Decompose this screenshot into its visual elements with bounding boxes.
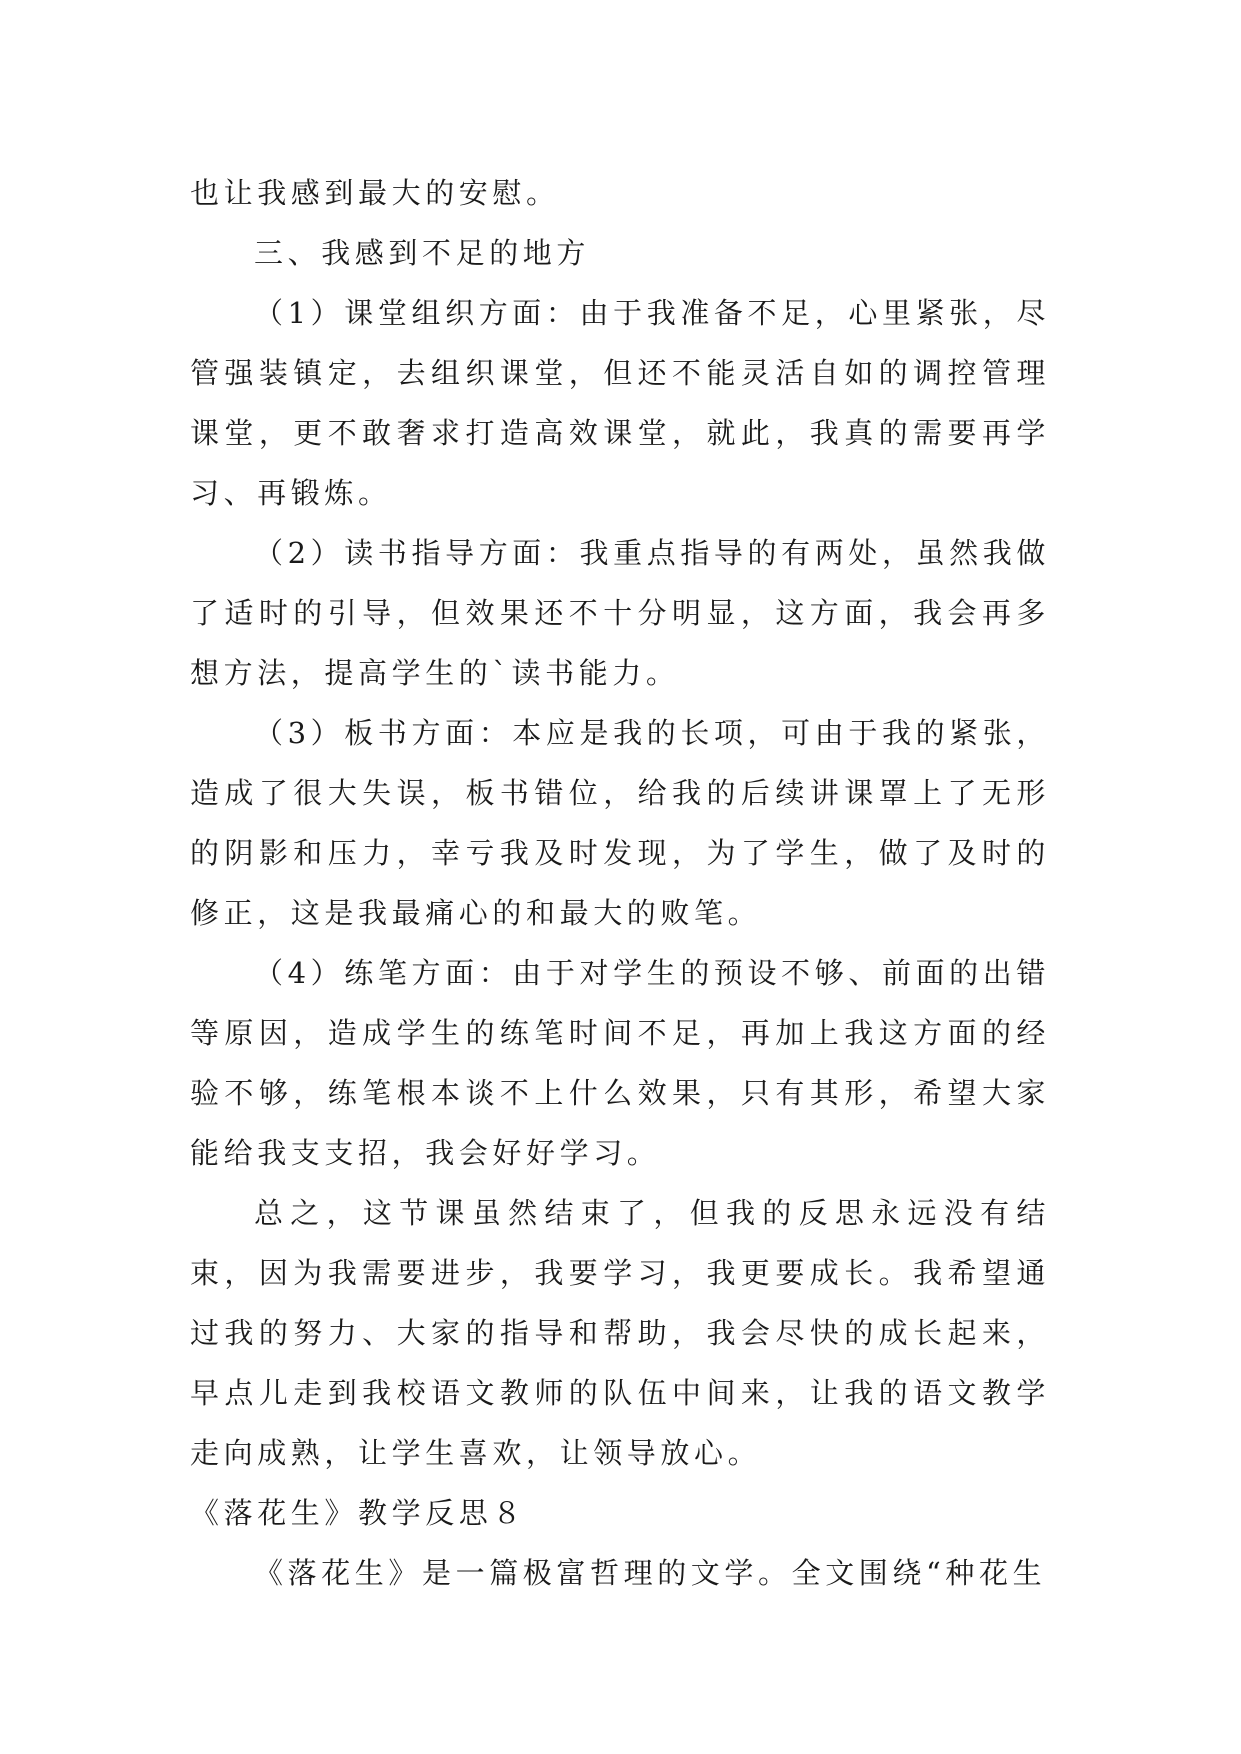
- section-heading: 三、我感到不足的地方: [254, 236, 591, 270]
- paragraph-item-1: （1）课堂组织方面：由于我准备不足，心里紧张，尽管强装镇定，去组织课堂，但还不能灵活自如的调控管理课堂，更不敢奢求打造高效课堂，就此，我真的需要再学习、再锻炼。: [190, 296, 1050, 510]
- paragraph-item-3: （3）板书方面：本应是我的长项，可由于我的紧张，造成了很大失误，板书错位，给我的后续讲课罩上了无形的阴影和压力，幸亏我及时发现，为了学生，做了及时的修正，这是我最痛心的和最大的败笔。: [190, 716, 1050, 930]
- paragraph-summary: 总之，这节课虽然结束了，但我的反思永远没有结束，因为我需要进步，我要学习，我更要成长。我希望通过我的努力、大家的指导和帮助，我会尽快的成长起来，早点儿走到我校语文教师的队伍中间来，让我的语文教学走向成熟，让学生喜欢，让领导放心。: [190, 1196, 1050, 1470]
- paragraph-item-4: （4）练笔方面：由于对学生的预设不够、前面的出错等原因，造成学生的练笔时间不足，再加上我这方面的经验不够，练笔根本谈不上什么效果，只有其形，希望大家能给我支支招，我会好好学习。: [190, 956, 1050, 1170]
- section-title: 《落花生》教学反思８: [190, 1496, 527, 1530]
- paragraph-continuation: 也让我感到最大的安慰。: [190, 176, 560, 210]
- paragraph-intro: 《落花生》是一篇极富哲理的文学。全文围绕“种花生: [254, 1556, 1047, 1590]
- document-body: [190, 163, 1050, 1603]
- paragraph-item-2: （2）读书指导方面：我重点指导的有两处，虽然我做了适时的引导，但效果还不十分明显，这方面，我会再多想方法，提高学生的`读书能力。: [190, 536, 1050, 690]
